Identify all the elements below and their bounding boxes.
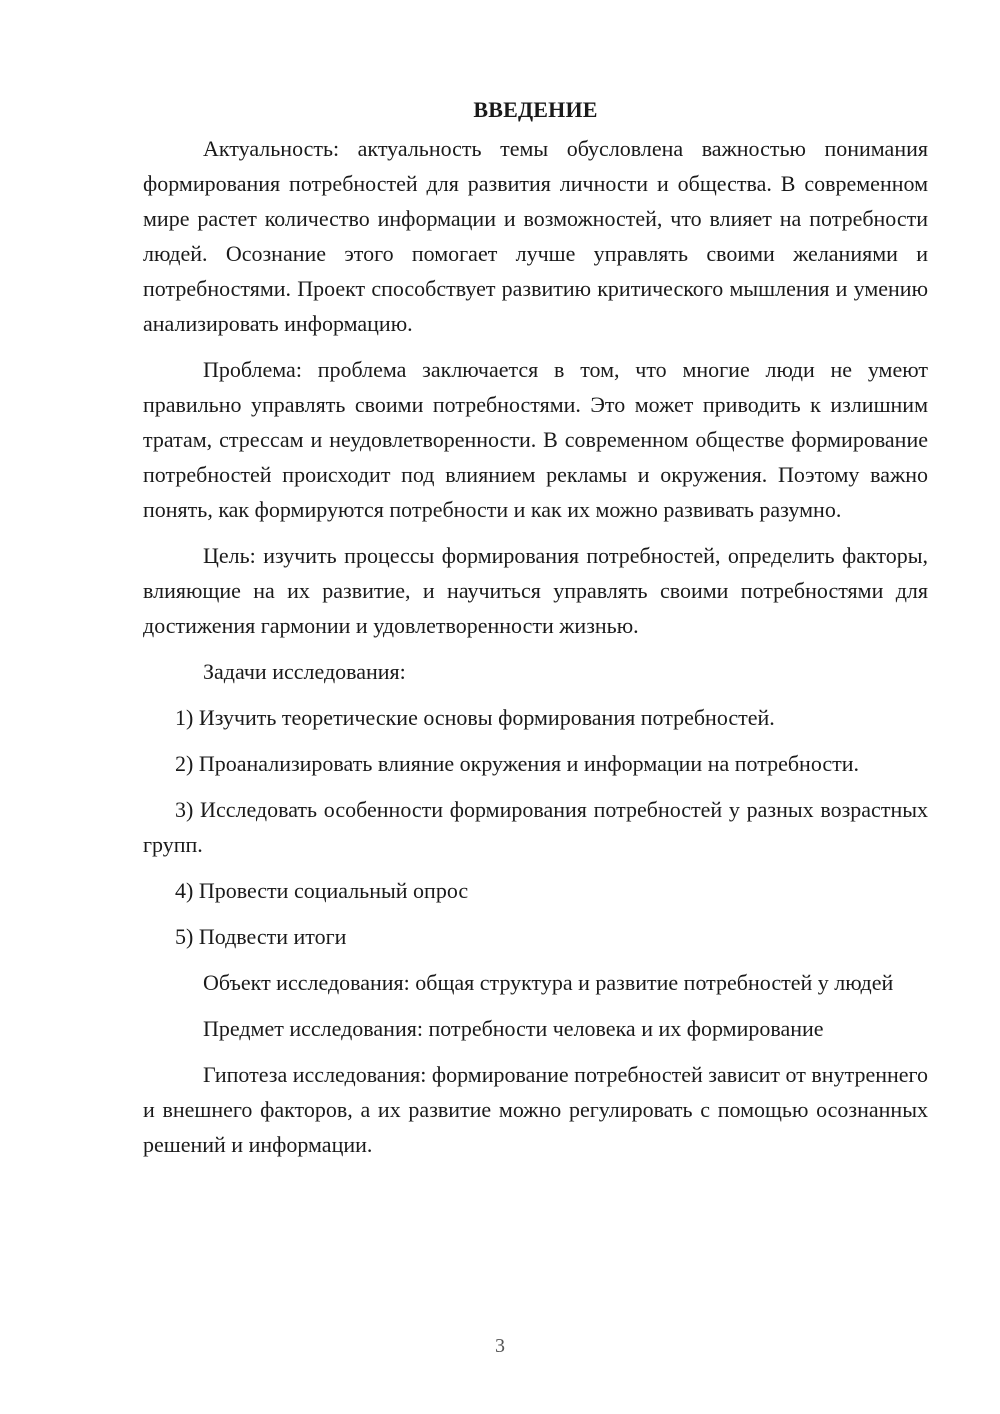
- task-item-4: 4) Провести социальный опрос: [175, 878, 469, 903]
- paragraph-relevance: Актуальность: актуальность темы обусловлена важностью понимания формирования потребностей для развития личности и общества. В современном мире растет количество информации и возможностей, что влияет на потребности людей. Осознание этого помогает лучше управлять своими желаниями и потребностями. Проект способствует развитию критического мышления и умению анализировать информацию.: [143, 136, 928, 336]
- paragraph-hypothesis: Гипотеза исследования: формирование потребностей зависит от внутреннего и внешнего факторов, а их развитие можно регулировать с помощью осознанных решений и информации.: [143, 1062, 928, 1157]
- paragraph-problem: Проблема: проблема заключается в том, что многие люди не умеют правильно управлять своими потребностями. Это может приводить к излишним тратам, стрессам и неудовлетворенности. В современном обществе формирование потребностей происходит под влиянием рекламы и окружения. Поэтому важно понять, как формируются потребности и как их можно развивать разумно.: [143, 357, 928, 522]
- task-item-5: 5) Подвести итоги: [175, 924, 347, 949]
- page-number: 3: [495, 1335, 505, 1357]
- paragraph-subject: Предмет исследования: потребности человека и их формирование: [203, 1016, 824, 1041]
- paragraph-tasks-title: Задачи исследования:: [203, 659, 406, 684]
- task-item-1: 1) Изучить теоретические основы формирования потребностей.: [175, 705, 775, 730]
- task-item-2: 2) Проанализировать влияние окружения и информации на потребности.: [175, 751, 860, 776]
- section-heading: ВВЕДЕНИЕ: [473, 97, 598, 122]
- document-body: [143, 92, 928, 1173]
- task-item-3: 3) Исследовать особенности формирования потребностей у разных возрастных групп.: [143, 797, 928, 857]
- paragraph-object: Объект исследования: общая структура и развитие потребностей у людей: [203, 970, 894, 995]
- paragraph-goal: Цель: изучить процессы формирования потребностей, определить факторы, влияющие на их развитие, и научиться управлять своими потребностями для достижения гармонии и удовлетворенности жизнью.: [143, 543, 928, 638]
